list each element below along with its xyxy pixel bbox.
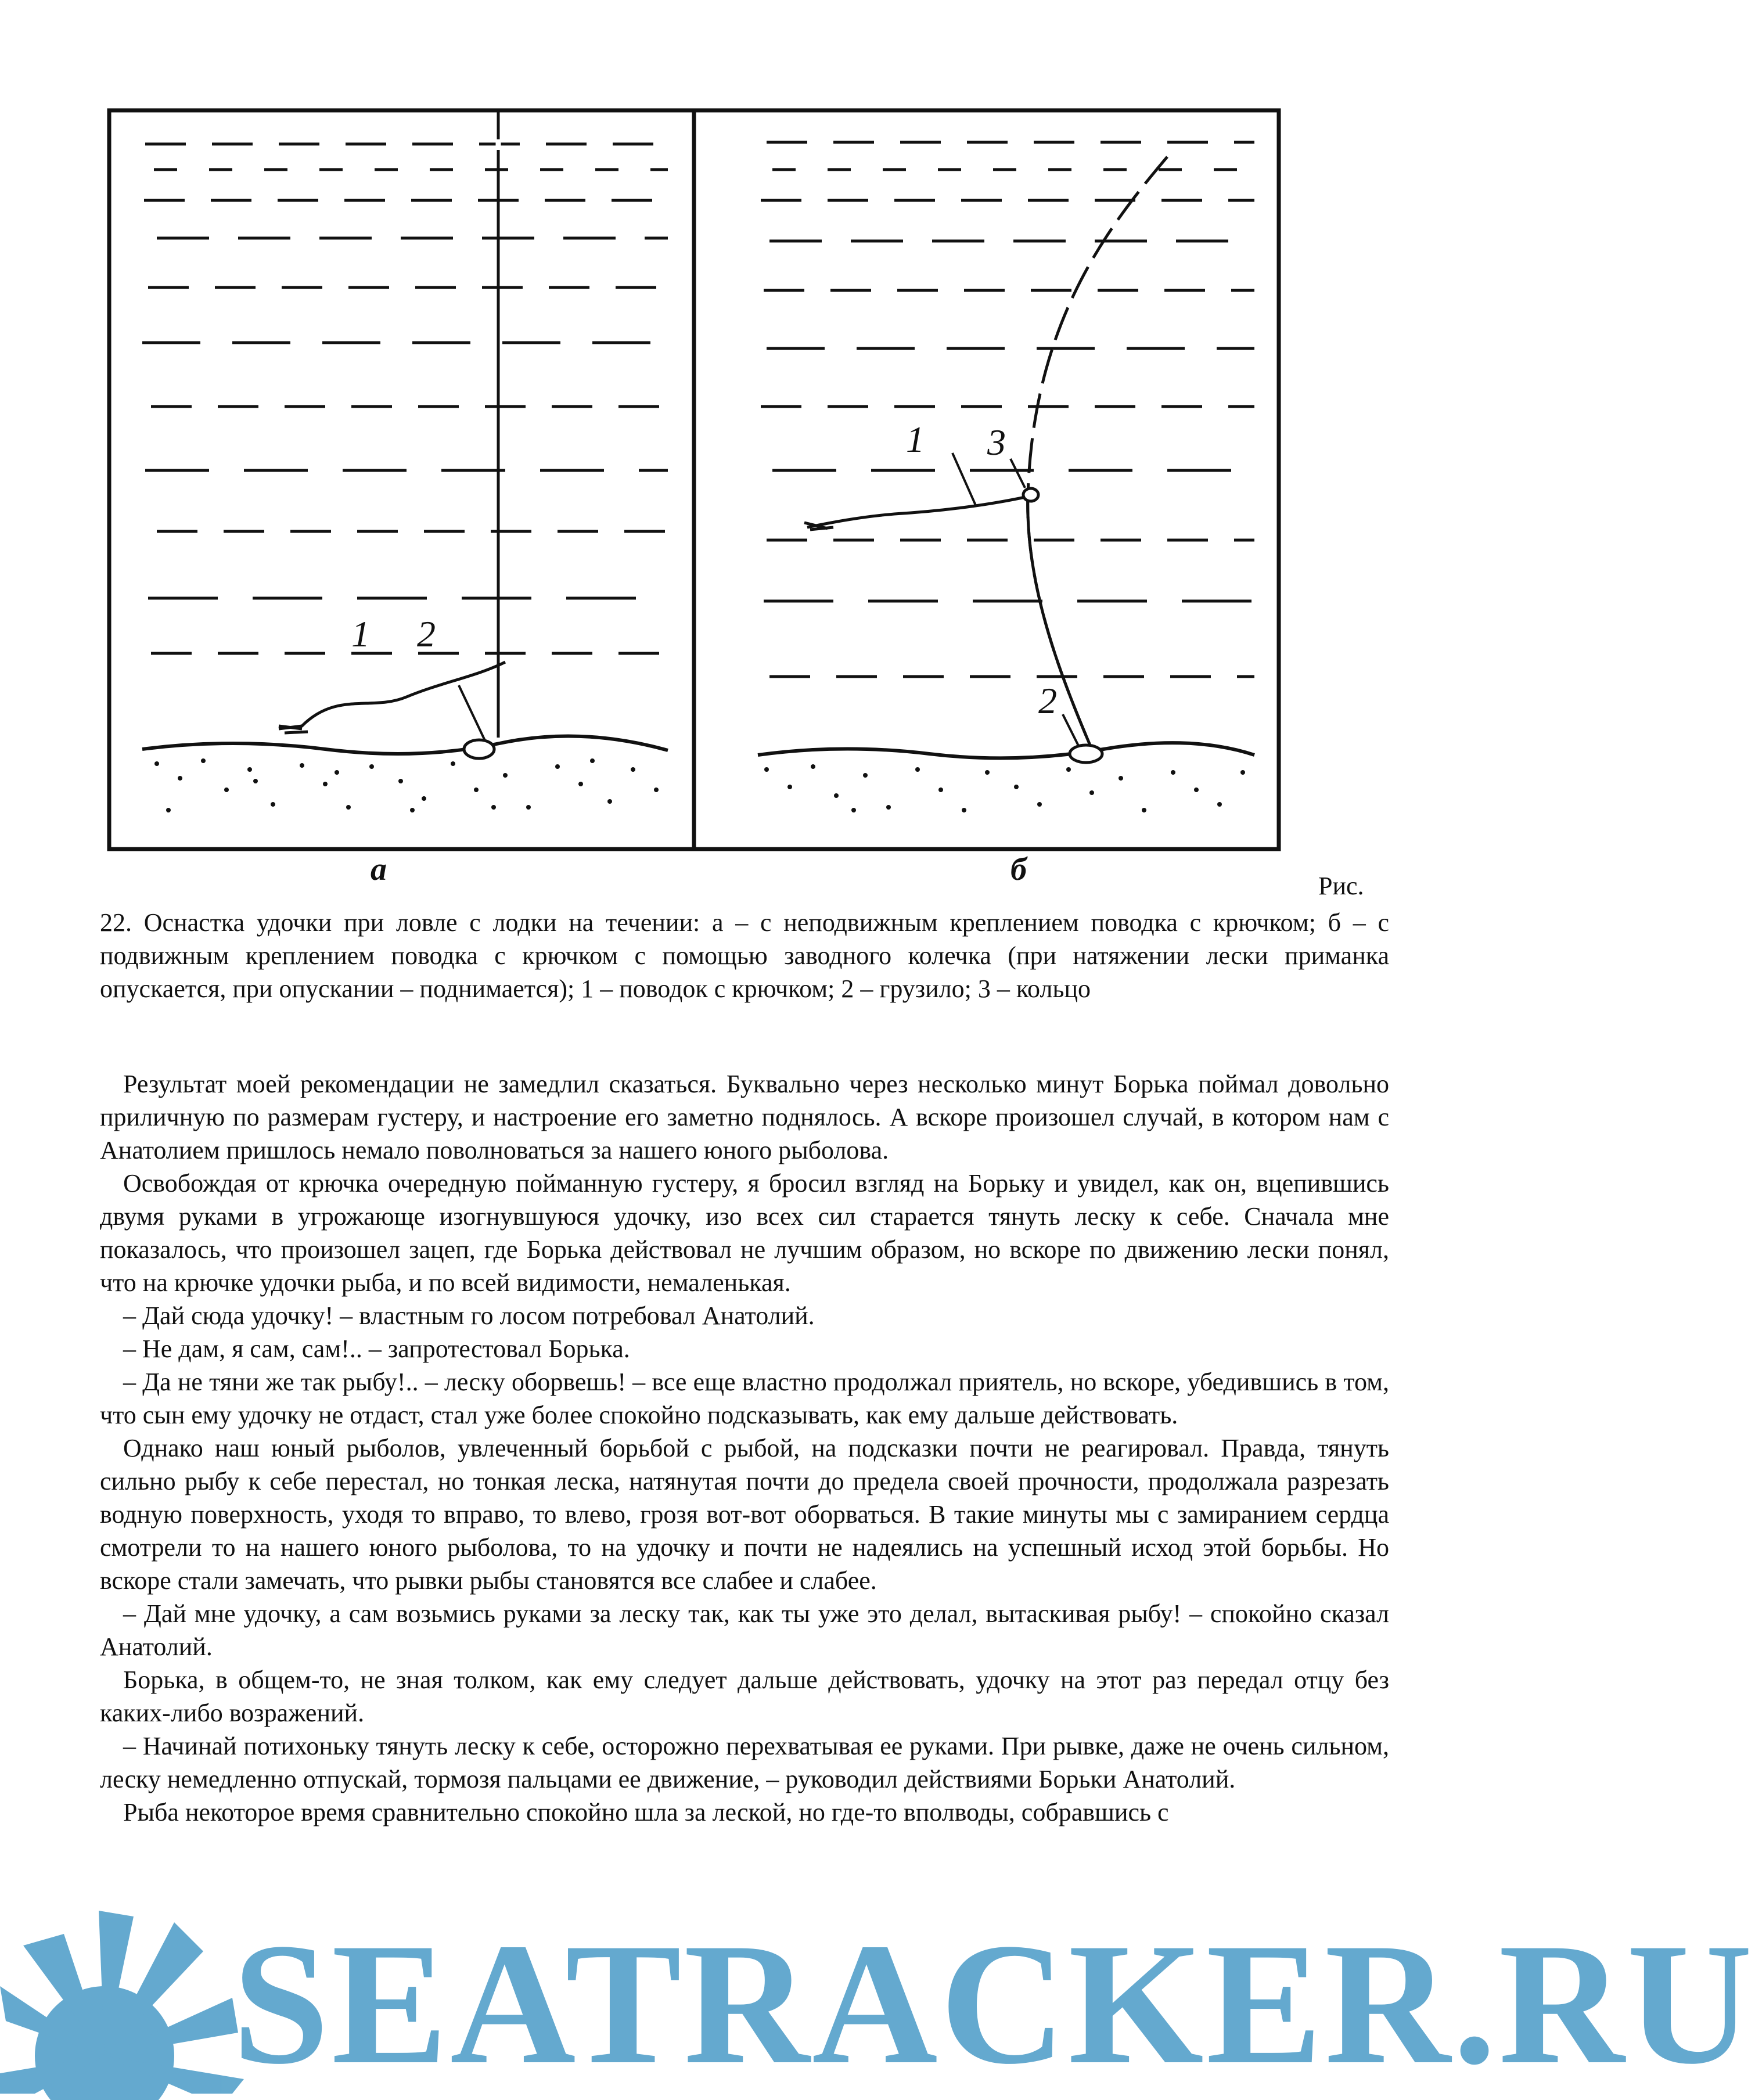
callout-2-panel-b: 2 <box>1038 680 1057 721</box>
panel-b-label: б <box>1010 851 1027 887</box>
paragraph: – Начинай потихоньку тянуть леску к себе, осторожно перехватывая ее руками. При рывке, даже не очень сильном, леску немедленно отпускай, тормозя пальцами ее движение, – руководил действиями Борьки Анатолий. <box>100 1732 1389 1793</box>
watermark-text: SEATRACKER.RU <box>232 1907 1755 2100</box>
water-lines-panel-b <box>761 142 1254 677</box>
paragraph: Результат моей рекомендации не замедлил сказаться. Буквально через несколько минут Борька поймал довольно приличную по размерам густеру, и настроение его заметно поднялось. А вскоре произошел случай, в котором нам с Анатолием пришлось немало поволноваться за нашего юного рыболова. <box>100 1070 1389 1164</box>
figure-caption: 22. Оснастка удочки при ловле с лодки на течении: а – с неподвижным креплением поводка с крючком; б – с подвижным креплением поводка с крючком с помощью заводного колечка (при натяжении лески приманка опускается, при опускании – поднимается); 1 – поводок с крючком; 2 – грузило; 3 – кольцо <box>100 908 1389 1003</box>
story-text <box>100 1067 1389 1829</box>
callout-3-panel-b: 3 <box>987 422 1006 463</box>
fishing-rig-figure <box>0 0 1479 883</box>
riverbed-panel-b <box>758 743 1254 812</box>
paragraph: – Дай сюда удочку! – властным го лосом потребовал Анатолий. <box>123 1301 815 1330</box>
paragraph: Рыба некоторое время сравнительно спокойно шла за леской, но где-то вполводы, собравшись с <box>123 1798 1169 1826</box>
riverbed-panel-a <box>142 736 668 813</box>
rig-panel-b <box>804 157 1167 763</box>
paragraph: – Не дам, я сам, сам!.. – запротестовал Борька. <box>123 1335 630 1363</box>
water-lines-panel-a <box>142 144 668 653</box>
callout-1-panel-a: 1 <box>351 613 370 655</box>
paragraph: Освобождая от крючка очередную пойманную густеру, я бросил взгляд на Борьку и увидел, как он, вцепившись двумя руками в угрожающе изогнувшуюся удочку, изо всех сил старается тянуть леску к себе. Сначала мне показалось, что произошел зацеп, где Борька действовал не лучшим образом, но вскоре по движению лески понял, что на крючке удочки рыба, и по всей видимости, немаленькая. <box>100 1169 1389 1297</box>
callout-1-panel-b: 1 <box>906 419 925 460</box>
paragraph: Однако наш юный рыболов, увлеченный борьбой с рыбой, на подсказки почти не реагировал. Правда, тянуть сильно рыбу к себе перестал, но тонкая леска, натянутая почти до предела своей прочности, продолжала разрезать водную поверхность, уходя то вправо, то влево, грозя вот-вот оборваться. В такие минуты мы с замиранием сердца смотрели то на нашего юного рыболова, то на удочку и почти не надеялись на успешный исход этой борьбы. Но вскоре стали замечать, что рывки рыбы становятся все слабее и слабее. <box>100 1434 1389 1595</box>
paragraph: – Дай мне удочку, а сам возьмись руками за леску так, как ты уже это делал, вытаскивая рыбу! – спокойно сказал Анатолий. <box>100 1599 1389 1661</box>
paragraph: – Да не тяни же так рыбу!.. – леску оборвешь! – все еще властно продолжал приятель, но вскоре, убедившись в том, что сын ему удочку не отдаст, стал уже более спокойно подсказывать, как ему дальше действовать. <box>100 1368 1389 1429</box>
caption-prefix: Рис. <box>1318 872 1364 900</box>
rig-panel-a <box>279 110 505 758</box>
paragraph: Борька, в общем-то, не зная толком, как ему следует дальше действовать, удочку на этот раз передал отцу без каких-либо возражений. <box>100 1666 1389 1727</box>
callout-2-panel-a: 2 <box>417 613 436 655</box>
panel-a-label: а <box>371 851 387 887</box>
